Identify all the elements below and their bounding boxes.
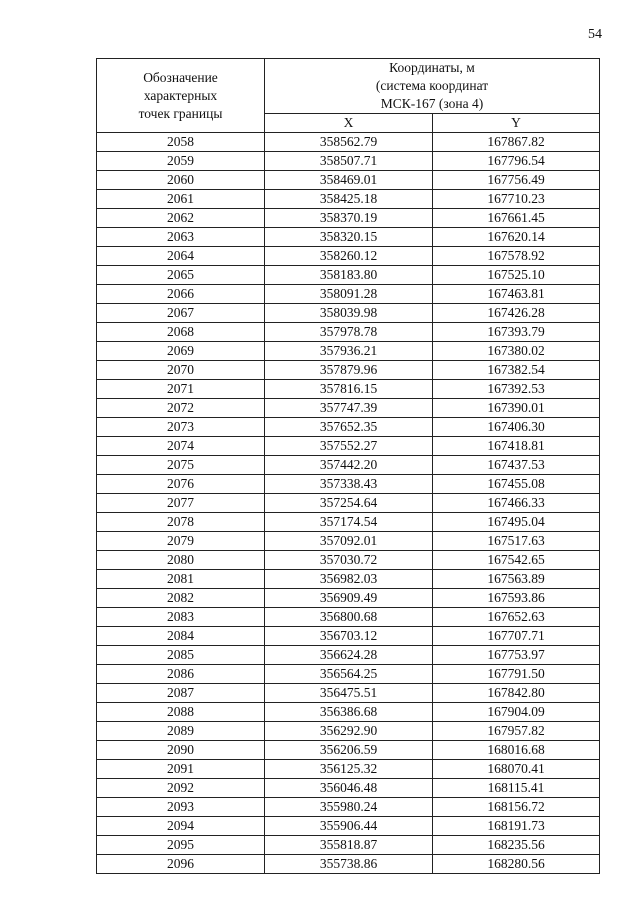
table-row: [97, 532, 600, 551]
table-row: [97, 304, 600, 323]
y-coordinate-cell: 167652.63: [433, 608, 600, 627]
x-coordinate-cell: 355906.44: [265, 817, 433, 836]
designation-header-line: характерных: [143, 87, 218, 103]
x-coordinate-cell: 356909.49: [265, 589, 433, 608]
y-coordinate-cell: 167517.63: [433, 532, 600, 551]
x-coordinate-cell: 356386.68: [265, 703, 433, 722]
point-id-cell: 2059: [97, 152, 265, 171]
y-coordinate-cell: 167380.02: [433, 342, 600, 361]
x-coordinate-cell: 358370.19: [265, 209, 433, 228]
table-row: [97, 133, 600, 152]
table-row: [97, 247, 600, 266]
y-coordinate-cell: 167756.49: [433, 171, 600, 190]
point-id-cell: 2065: [97, 266, 265, 285]
table-row: [97, 551, 600, 570]
point-id-cell: 2072: [97, 399, 265, 418]
point-id-cell: 2062: [97, 209, 265, 228]
point-id-cell: 2066: [97, 285, 265, 304]
table-row: [97, 627, 600, 646]
y-coordinate-cell: 167904.09: [433, 703, 600, 722]
table-row: [97, 684, 600, 703]
point-id-cell: 2081: [97, 570, 265, 589]
point-id-cell: 2096: [97, 855, 265, 874]
y-coordinate-cell: 167437.53: [433, 456, 600, 475]
y-coordinate-cell: 167466.33: [433, 494, 600, 513]
x-coordinate-cell: 356624.28: [265, 646, 433, 665]
x-coordinate-cell: 358320.15: [265, 228, 433, 247]
table-row: [97, 323, 600, 342]
point-id-cell: 2069: [97, 342, 265, 361]
y-coordinate-cell: 167455.08: [433, 475, 600, 494]
point-id-cell: 2093: [97, 798, 265, 817]
x-coordinate-cell: 358507.71: [265, 152, 433, 171]
point-id-cell: 2077: [97, 494, 265, 513]
point-id-cell: 2087: [97, 684, 265, 703]
point-id-cell: 2083: [97, 608, 265, 627]
point-id-cell: 2070: [97, 361, 265, 380]
point-id-cell: 2084: [97, 627, 265, 646]
x-coordinate-cell: 358091.28: [265, 285, 433, 304]
y-coordinate-cell: 168016.68: [433, 741, 600, 760]
point-id-cell: 2061: [97, 190, 265, 209]
coordinates-header-line: Координаты, м: [389, 60, 475, 75]
point-id-cell: 2080: [97, 551, 265, 570]
x-coordinate-cell: 357936.21: [265, 342, 433, 361]
y-coordinate-cell: 167842.80: [433, 684, 600, 703]
y-coordinate-cell: 168115.41: [433, 779, 600, 798]
y-coordinate-cell: 168070.41: [433, 760, 600, 779]
x-coordinate-cell: 358183.80: [265, 266, 433, 285]
y-coordinate-cell: 167390.01: [433, 399, 600, 418]
point-id-cell: 2095: [97, 836, 265, 855]
table-body: [97, 133, 600, 874]
table-row: [97, 228, 600, 247]
table-row: [97, 741, 600, 760]
y-coordinate-cell: 168235.56: [433, 836, 600, 855]
table-row: [97, 798, 600, 817]
y-coordinate-cell: 167578.92: [433, 247, 600, 266]
y-coordinate-cell: 167426.28: [433, 304, 600, 323]
point-id-cell: 2067: [97, 304, 265, 323]
y-coordinate-cell: 167406.30: [433, 418, 600, 437]
x-coordinate-cell: 356125.32: [265, 760, 433, 779]
x-coordinate-cell: 355738.86: [265, 855, 433, 874]
point-id-cell: 2091: [97, 760, 265, 779]
table-row: [97, 418, 600, 437]
x-coordinate-cell: 356564.25: [265, 665, 433, 684]
table-row: [97, 190, 600, 209]
x-coordinate-cell: 356982.03: [265, 570, 433, 589]
table-row: [97, 589, 600, 608]
y-coordinate-cell: 167796.54: [433, 152, 600, 171]
x-coordinate-cell: 357338.43: [265, 475, 433, 494]
x-coordinate-cell: 357442.20: [265, 456, 433, 475]
point-id-cell: 2068: [97, 323, 265, 342]
y-coordinate-cell: 168191.73: [433, 817, 600, 836]
table-row: [97, 855, 600, 874]
y-coordinate-cell: 167418.81: [433, 437, 600, 456]
x-coordinate-cell: 357552.27: [265, 437, 433, 456]
designation-header: [97, 59, 265, 133]
x-coordinate-cell: 357879.96: [265, 361, 433, 380]
x-coordinate-cell: 356206.59: [265, 741, 433, 760]
y-coordinate-cell: 167563.89: [433, 570, 600, 589]
x-coordinate-cell: 356046.48: [265, 779, 433, 798]
point-id-cell: 2078: [97, 513, 265, 532]
y-coordinate-cell: 167525.10: [433, 266, 600, 285]
y-coordinate-cell: 167867.82: [433, 133, 600, 152]
y-coordinate-cell: 167791.50: [433, 665, 600, 684]
y-coordinate-cell: 167382.54: [433, 361, 600, 380]
x-coordinate-cell: 357254.64: [265, 494, 433, 513]
point-id-cell: 2073: [97, 418, 265, 437]
point-id-cell: 2092: [97, 779, 265, 798]
y-coordinate-cell: 168280.56: [433, 855, 600, 874]
point-id-cell: 2090: [97, 741, 265, 760]
coordinates-table: [96, 58, 600, 874]
point-id-cell: 2085: [97, 646, 265, 665]
table-row: [97, 475, 600, 494]
table-row: [97, 494, 600, 513]
y-coordinate-cell: 167710.23: [433, 190, 600, 209]
y-coordinate-cell: 167957.82: [433, 722, 600, 741]
y-coordinate-cell: 167392.53: [433, 380, 600, 399]
table-row: [97, 836, 600, 855]
x-coordinate-cell: 356800.68: [265, 608, 433, 627]
table-row: [97, 342, 600, 361]
y-coordinate-cell: 167393.79: [433, 323, 600, 342]
x-coordinate-cell: 355818.87: [265, 836, 433, 855]
x-coordinate-cell: 358260.12: [265, 247, 433, 266]
x-coordinate-cell: 356703.12: [265, 627, 433, 646]
table-row: [97, 209, 600, 228]
table-row: [97, 266, 600, 285]
x-coordinate-cell: 357816.15: [265, 380, 433, 399]
designation-header-line: Обозначение: [143, 69, 218, 85]
x-coordinate-cell: 358562.79: [265, 133, 433, 152]
coordinates-header: [265, 59, 600, 114]
point-id-cell: 2074: [97, 437, 265, 456]
y-coordinate-cell: 167542.65: [433, 551, 600, 570]
point-id-cell: 2064: [97, 247, 265, 266]
coordinates-header-line: (система координат: [375, 78, 489, 93]
table-row: [97, 513, 600, 532]
x-coordinate-cell: 357747.39: [265, 399, 433, 418]
table-row: [97, 722, 600, 741]
y-coordinate-cell: 168156.72: [433, 798, 600, 817]
y-coordinate-cell: 167707.71: [433, 627, 600, 646]
y-coordinate-cell: 167593.86: [433, 589, 600, 608]
table-row: [97, 646, 600, 665]
table-row: [97, 608, 600, 627]
table-row: [97, 399, 600, 418]
point-id-cell: 2058: [97, 133, 265, 152]
x-coordinate-cell: 357652.35: [265, 418, 433, 437]
point-id-cell: 2071: [97, 380, 265, 399]
x-coordinate-cell: 355980.24: [265, 798, 433, 817]
point-id-cell: 2076: [97, 475, 265, 494]
x-coordinate-cell: 358425.18: [265, 190, 433, 209]
table-row: [97, 171, 600, 190]
table-row: [97, 361, 600, 380]
point-id-cell: 2088: [97, 703, 265, 722]
table-row: [97, 152, 600, 171]
table-row: [97, 760, 600, 779]
table-row: [97, 665, 600, 684]
x-coordinate-cell: 357092.01: [265, 532, 433, 551]
y-coordinate-cell: 167463.81: [433, 285, 600, 304]
point-id-cell: 2089: [97, 722, 265, 741]
y-coordinate-cell: 167495.04: [433, 513, 600, 532]
x-coordinate-cell: 357030.72: [265, 551, 433, 570]
x-coordinate-cell: 356292.90: [265, 722, 433, 741]
y-coordinate-cell: 167620.14: [433, 228, 600, 247]
table-row: [97, 570, 600, 589]
point-id-cell: 2079: [97, 532, 265, 551]
page-number: 54: [588, 27, 602, 42]
coordinates-header-line: МСК-167 (зона 4): [380, 96, 484, 111]
table-row: [97, 456, 600, 475]
y-column-header: Y: [433, 114, 600, 133]
point-id-cell: 2060: [97, 171, 265, 190]
point-id-cell: 2094: [97, 817, 265, 836]
x-coordinate-cell: 357174.54: [265, 513, 433, 532]
x-coordinate-cell: 357978.78: [265, 323, 433, 342]
point-id-cell: 2086: [97, 665, 265, 684]
x-coordinate-cell: 356475.51: [265, 684, 433, 703]
y-coordinate-cell: 167753.97: [433, 646, 600, 665]
table-row: [97, 437, 600, 456]
x-coordinate-cell: 358039.98: [265, 304, 433, 323]
point-id-cell: 2082: [97, 589, 265, 608]
point-id-cell: 2063: [97, 228, 265, 247]
table-row: [97, 779, 600, 798]
table-row: [97, 285, 600, 304]
point-id-cell: 2075: [97, 456, 265, 475]
table-row: [97, 380, 600, 399]
table-row: [97, 817, 600, 836]
y-coordinate-cell: 167661.45: [433, 209, 600, 228]
x-coordinate-cell: 358469.01: [265, 171, 433, 190]
designation-header-line: точек границы: [138, 105, 223, 121]
x-column-header: X: [265, 114, 433, 133]
table-row: [97, 703, 600, 722]
